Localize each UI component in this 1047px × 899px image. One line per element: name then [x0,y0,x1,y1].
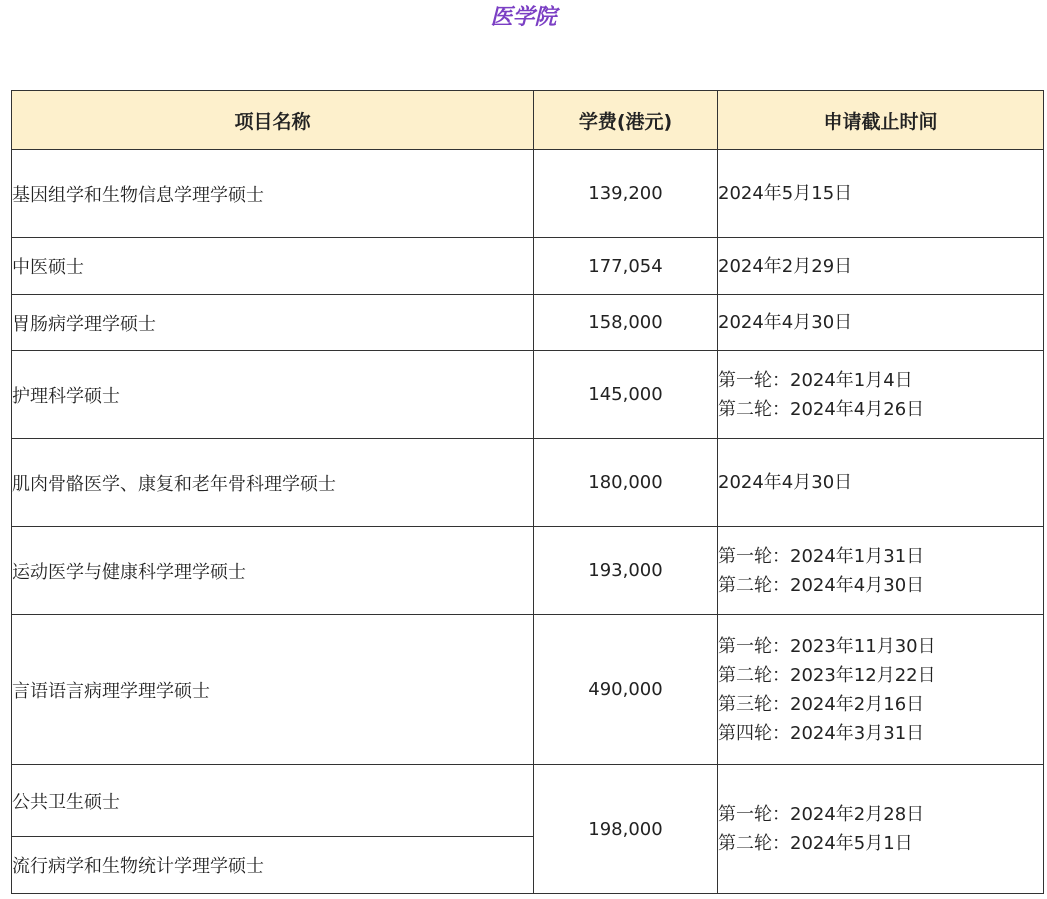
program-name: 运动医学与健康科学理学硕士 [12,527,534,615]
table-row [12,439,1044,527]
table-row [12,615,1044,765]
table-row [12,765,1044,837]
tuition-fee: 158,000 [534,295,718,351]
table-row [12,295,1044,351]
deadline-line: 第四轮：2024年3月31日 [718,722,925,744]
program-name: 胃肠病学理学硕士 [12,295,534,351]
deadline-cell [718,765,1044,894]
deadline-line: 第一轮：2024年1月31日 [718,545,925,567]
tuition-fee: 193,000 [534,527,718,615]
deadline-cell [718,238,1044,295]
deadline-cell [718,351,1044,439]
tuition-fee: 198,000 [534,765,718,894]
program-name: 公共卫生硕士 [12,765,534,837]
deadline-line: 第一轮：2024年2月28日 [718,804,925,825]
deadline-line: 2024年4月30日 [718,312,853,333]
deadline-cell [718,150,1044,238]
deadline-cell [718,615,1044,765]
tuition-fee: 139,200 [534,150,718,238]
deadline-line: 第二轮：2023年12月22日 [718,664,936,686]
table-row [12,150,1044,238]
tuition-fee: 177,054 [534,238,718,295]
deadline-line: 2024年4月30日 [718,472,853,493]
deadline-cell [718,527,1044,615]
program-name: 基因组学和生物信息学理学硕士 [12,150,534,238]
tuition-fee: 180,000 [534,439,718,527]
tuition-fee: 490,000 [534,615,718,765]
deadline-line: 第二轮：2024年4月30日 [718,574,925,596]
program-name: 护理科学硕士 [12,351,534,439]
deadline-line: 第三轮：2024年2月16日 [718,693,925,715]
program-fee-table [11,90,1044,894]
table-row [12,527,1044,615]
deadline-line: 2024年5月15日 [718,183,853,204]
table-row [12,351,1044,439]
deadline-cell [718,439,1044,527]
deadline-line: 第一轮：2024年1月4日 [718,369,913,391]
page-title: 医学院 [490,5,557,30]
deadline-cell [718,295,1044,351]
program-name: 中医硕士 [12,238,534,295]
table-row [12,238,1044,295]
header-fee: 学费(港元) [534,91,718,150]
deadline-line: 第一轮：2023年11月30日 [718,635,936,657]
header-program: 项目名称 [12,91,534,150]
deadline-line: 第二轮：2024年4月26日 [718,398,925,420]
program-name: 言语语言病理学理学硕士 [12,615,534,765]
tuition-fee: 145,000 [534,351,718,439]
table-header-row [12,91,1044,150]
program-name: 肌肉骨骼医学、康复和老年骨科理学硕士 [12,439,534,527]
header-deadline: 申请截止时间 [718,91,1044,150]
deadline-line: 第二轮：2024年5月1日 [718,833,913,854]
program-name: 流行病学和生物统计学理学硕士 [12,837,534,894]
deadline-line: 2024年2月29日 [718,255,853,277]
